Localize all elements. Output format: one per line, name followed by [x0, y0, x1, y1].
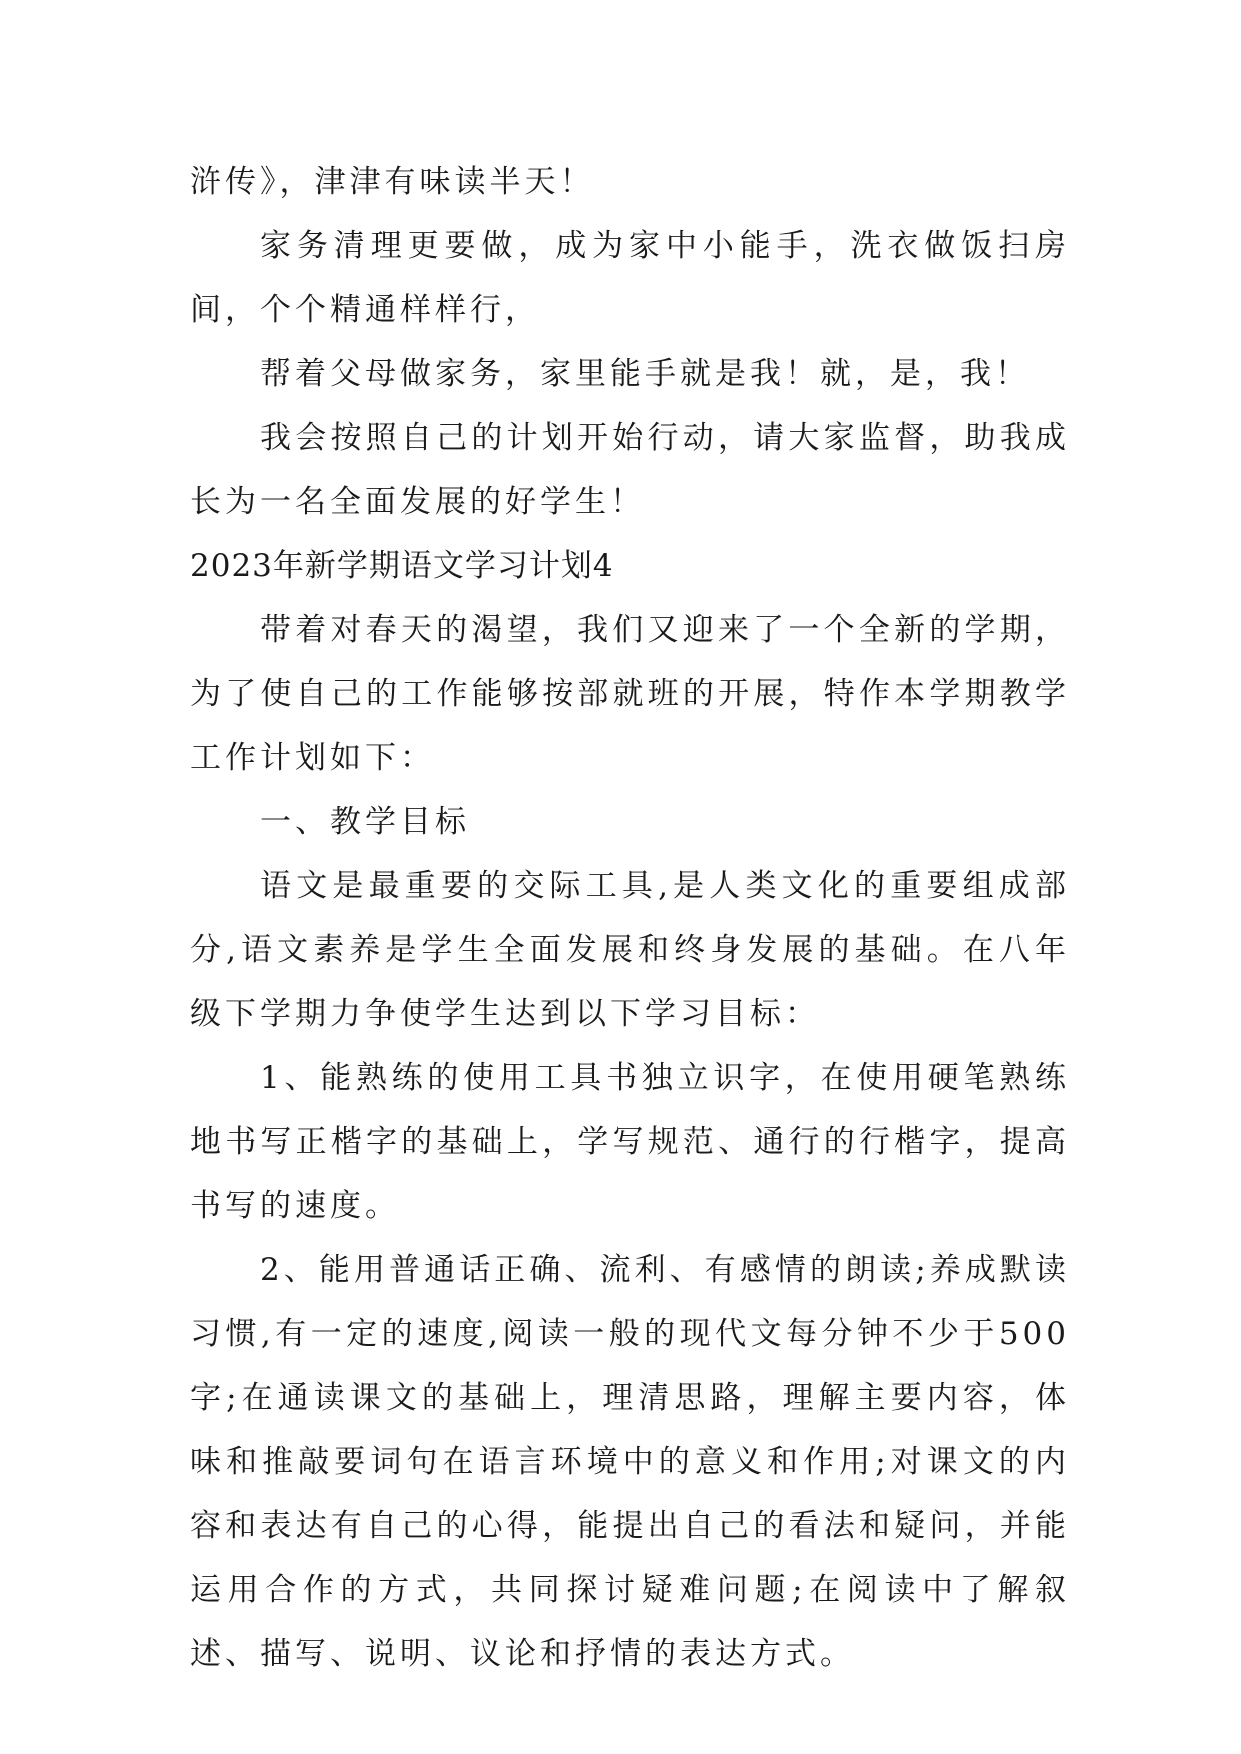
paragraph-plan-action: 我会按照自己的计划开始行动，请大家监督，助我成长为一名全面发展的好学生！ [190, 420, 1070, 520]
paragraph-teaching-goal-title: 一、教学目标 [260, 804, 470, 840]
paragraph-continuation: 浒传》，津津有味读半天！ [190, 164, 595, 200]
paragraph-goal-1: 1、能熟练的使用工具书独立识字，在使用硬笔熟练地书写正楷字的基础上，学写规范、通行的行楷字，提高书写的速度。 [190, 1060, 1070, 1224]
paragraph-goal-2: 2、能用普通话正确、流利、有感情的朗读;养成默读习惯,有一定的速度,阅读一般的现代文每分钟不少于500字;在通读课文的基础上，理清思路，理解主要内容，体味和推敲要词句在语言环境中的意义和作用;对课文的内容和表达有自己的心得，能提出自己的看法和疑问，并能运用合作的方式，共同探讨疑难问题;在阅读中了解叙述、描写、说明、议论和抒情的表达方式。 [190, 1252, 1070, 1672]
paragraph-teaching-goal: 语文是最重要的交际工具,是人类文化的重要组成部分,语文素养是学生全面发展和终身发展的基础。在八年级下学期力争使学生达到以下学习目标： [190, 868, 1070, 1032]
paragraph-help-parents: 帮着父母做家务，家里能手就是我！就，是，我！ [260, 356, 1030, 392]
document-body [190, 150, 1070, 1686]
section-heading: 2023年新学期语文学习计划4 [190, 548, 614, 584]
paragraph-intro: 带着对春天的渴望，我们又迎来了一个全新的学期，为了使自己的工作能够按部就班的开展，特作本学期教学工作计划如下： [190, 612, 1070, 776]
paragraph-housework: 家务清理更要做，成为家中小能手，洗衣做饭扫房间，个个精通样样行， [190, 228, 1070, 328]
